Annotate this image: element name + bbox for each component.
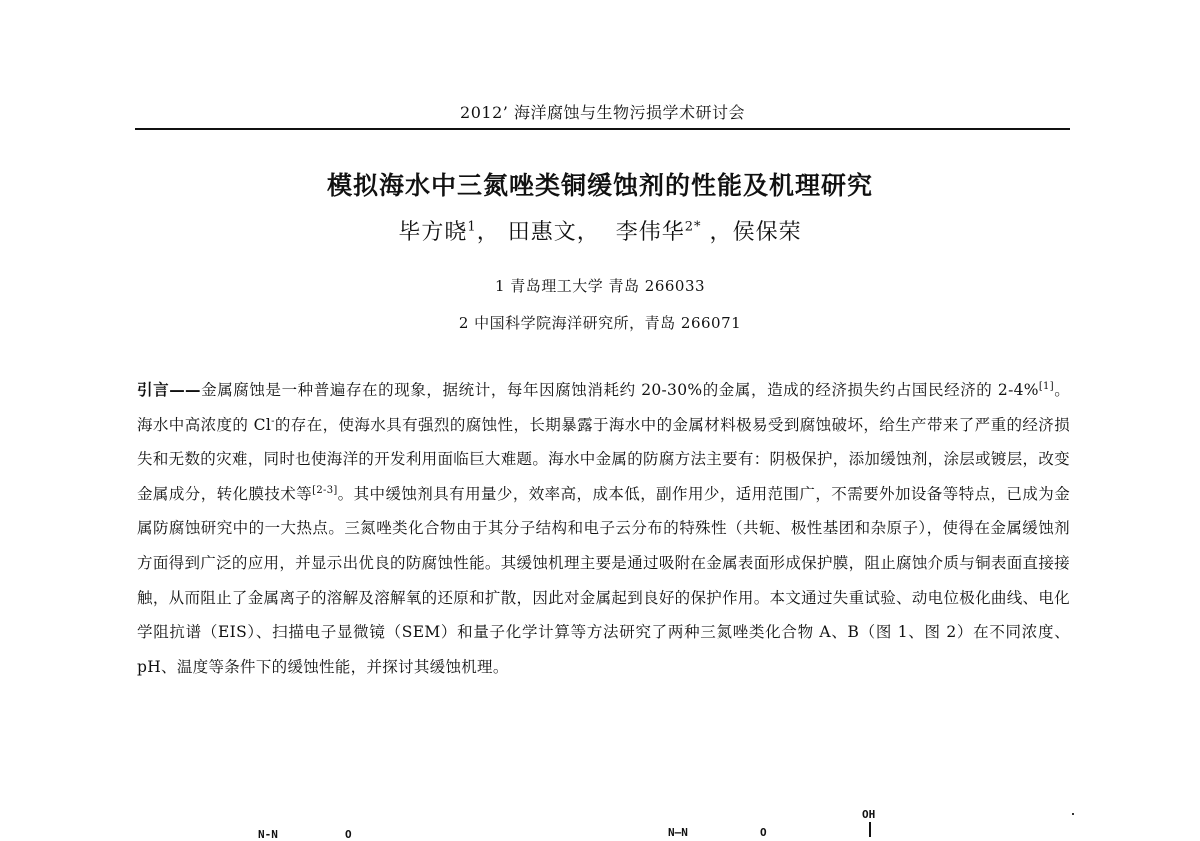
affiliation-2: 2 中国科学院海洋研究所，青岛 266071 <box>458 314 742 332</box>
intro-dash: —— <box>169 381 201 399</box>
author-name: 毕方晓 <box>398 220 468 245</box>
intro-text: 的存在，使海水具有强烈的腐蚀性，长期暴露于海水中的金属材料极易受到腐蚀破坏，给生产带来了严重的经济损失和无数的灾难，同时也使海洋的开发利用面临巨大难题。海水中金属的防腐方法主要有：阴极保护，添加缓蚀剂，涂层或镀层，改变金属成分，转化膜技术等 <box>137 415 1070 503</box>
author-name: 李伟华 <box>615 220 685 245</box>
author-name: 侯保荣 <box>732 220 802 245</box>
author-affiliation-mark: 1 <box>467 219 477 235</box>
intro-text: 金属腐蚀是一种普遍存在的现象，据统计，每年因腐蚀消耗约 20-30%的金属，造成的经济损失约占国民经济的 2-4% <box>200 381 1039 399</box>
structure-a-oxygen-label: O <box>345 828 352 841</box>
header-rule <box>135 128 1070 130</box>
scan-speck <box>1072 813 1074 815</box>
structure-b-bond <box>869 822 871 837</box>
author-separator: ， <box>576 220 600 245</box>
chemical-structures-figure <box>0 800 1200 841</box>
structure-a-nn-label: N-N <box>258 828 278 841</box>
chloride-charge: - <box>271 415 275 427</box>
author-affiliation-mark: 2* <box>684 219 702 235</box>
article-title: 模拟海水中三氮唑类铜缓蚀剂的性能及机理研究 <box>326 171 873 200</box>
affiliation-1: 1 青岛理工大学 青岛 266033 <box>494 277 706 295</box>
intro-text: 。其中缓蚀剂具有用量少，效率高，成本低，副作用少，适用范围广，不需要外加设备等特点，已成为金属防腐蚀研究中的一大热点。三氮唑类化合物由于其分子结构和电子云分布的特殊性（共轭、极性基团和杂原子），使得在金属缓蚀剂方面得到广泛的应用，并显示出优良的防腐蚀性能。其缓蚀机理主要是通过吸附在金属表面形成保护膜，阻止腐蚀介质与铜表面直接接触，从而阻止了金属离子的溶解及溶解氧的还原和扩散，因此对金属起到良好的保护作用。本文通过失重试验、动电位极化曲线、电化学阻抗谱（EIS）、扫描电子显微镜（SEM）和量子化学计算等方法研究了两种三氮唑类化合物 A、B（图 1、图 2）在不同浓度、pH、温度等条件下的缓蚀性能，并探讨其缓蚀机理。 <box>137 484 1070 676</box>
author-separator: ， <box>709 220 733 245</box>
intro-lead: 引言 <box>137 381 170 399</box>
citation-ref: [1] <box>1038 380 1054 392</box>
running-header: 2012’ 海洋腐蚀与生物污损学术研讨会 <box>460 103 745 122</box>
citation-ref: [2-3] <box>312 484 338 496</box>
structure-b-nn-label: N—N <box>668 826 688 839</box>
intro-text: 。海水中高浓度的 Cl <box>137 381 1071 434</box>
structure-b-oxygen-label: O <box>760 826 767 839</box>
author-list <box>0 215 1200 246</box>
author-name: 田惠文 <box>507 220 577 245</box>
introduction-paragraph <box>137 373 1070 684</box>
author-separator: ， <box>476 220 500 245</box>
structure-b-hydroxyl-label: OH <box>862 808 876 821</box>
